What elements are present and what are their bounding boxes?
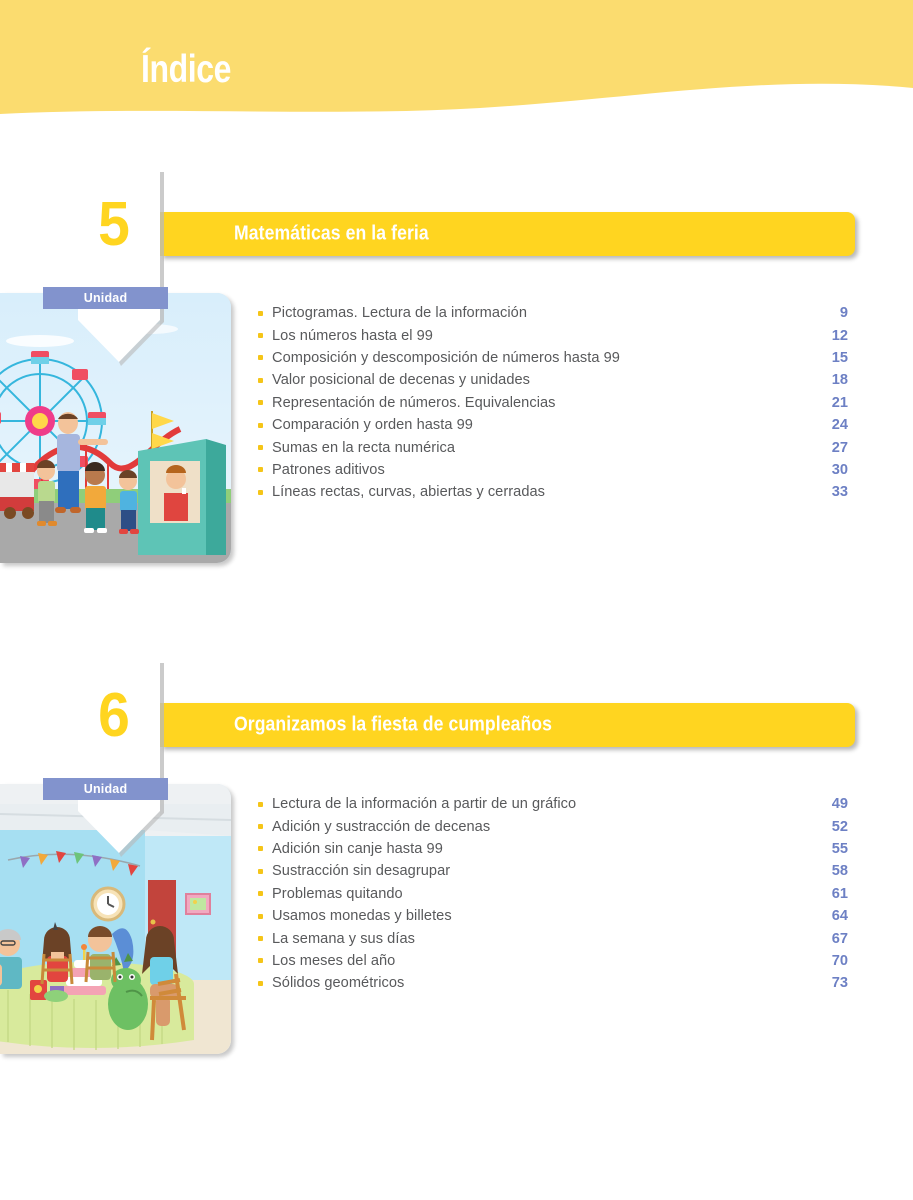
toc-item-label: Los números hasta el 99 [272,327,433,344]
toc-item-page: 24 [831,417,848,434]
toc-item-label: Composición y descomposición de números hasta 99 [272,349,620,366]
bullet-icon [258,824,263,829]
bullet-icon [258,311,263,316]
toc-item-page: 70 [831,952,848,969]
toc-item-page: 21 [831,394,848,411]
bullet-icon [258,981,263,986]
header-wave-shape [0,0,913,118]
unit-title-5: Matemáticas en la feria [234,222,429,245]
toc-item[interactable] [258,324,848,346]
toc-item[interactable] [258,481,848,503]
toc-item-label: Comparación y orden hasta 99 [272,417,473,434]
toc-item-page: 61 [831,885,848,902]
unit-pennant-5 [78,172,164,364]
toc-item-page: 33 [831,484,848,501]
toc-item-label: Pictogramas. Lectura de la información [272,305,527,322]
bullet-icon [258,333,263,338]
page-header [0,0,913,118]
bullet-icon [258,958,263,963]
bullet-icon [258,936,263,941]
unit-pennant-6 [78,663,164,855]
toc-item-page: 12 [831,327,848,344]
toc-item[interactable] [258,815,848,837]
bullet-icon [258,378,263,383]
toc-item-label: Lectura de la información a partir de un gráfico [272,796,577,813]
toc-item[interactable] [258,860,848,882]
toc-item[interactable] [258,905,848,927]
toc-item-page: 18 [831,372,848,389]
toc-item-page: 9 [839,305,848,322]
toc-item[interactable] [258,302,848,324]
toc-item[interactable] [258,950,848,972]
unit-title-6: Organizamos la fiesta de cumpleaños [234,713,553,736]
toc-item-label: Representación de números. Equivalencias [272,394,556,411]
toc-item-label: La semana y sus días [272,930,415,947]
unit-toc-6 [258,793,848,995]
toc-item-label: Líneas rectas, curvas, abiertas y cerradas [272,484,546,501]
toc-item-label: Sustracción sin desagrupar [272,863,451,880]
unidad-badge-5: Unidad [43,287,168,309]
toc-item[interactable] [258,369,848,391]
toc-item[interactable] [258,414,848,436]
toc-item-page: 27 [831,439,848,456]
bullet-icon [258,445,263,450]
bullet-icon [258,400,263,405]
toc-item-label: Usamos monedas y billetes [272,908,452,925]
toc-item[interactable] [258,972,848,994]
toc-item[interactable] [258,927,848,949]
toc-item-page: 55 [831,840,848,857]
bullet-icon [258,891,263,896]
toc-item[interactable] [258,392,848,414]
toc-item-page: 64 [831,908,848,925]
page-title: Índice [141,48,231,91]
toc-item-page: 67 [831,930,848,947]
unit-toc-5 [258,302,848,504]
unit-title-bar-5[interactable] [160,212,855,256]
bullet-icon [258,355,263,360]
toc-item[interactable] [258,347,848,369]
bullet-icon [258,914,263,919]
bullet-icon [258,423,263,428]
toc-item-label: Patrones aditivos [272,461,385,478]
toc-item[interactable] [258,883,848,905]
toc-item-page: 30 [831,461,848,478]
unit-title-bar-6[interactable] [160,703,855,747]
toc-item[interactable] [258,793,848,815]
toc-item-page: 49 [831,796,848,813]
toc-item-page: 15 [831,349,848,366]
toc-item-page: 73 [831,975,848,992]
toc-item[interactable] [258,436,848,458]
bullet-icon [258,490,263,495]
toc-item-label: Adición sin canje hasta 99 [272,840,443,857]
toc-item-page: 52 [831,818,848,835]
unit-number-5: 5 [98,190,130,259]
toc-item-label: Sumas en la recta numérica [272,439,455,456]
bullet-icon [258,802,263,807]
toc-item-label: Los meses del año [272,952,396,969]
bullet-icon [258,869,263,874]
unit-number-6: 6 [98,681,130,750]
toc-item-label: Sólidos geométricos [272,975,405,992]
bullet-icon [258,846,263,851]
toc-item-label: Problemas quitando [272,885,403,902]
bullet-icon [258,467,263,472]
toc-item[interactable] [258,459,848,481]
toc-item[interactable] [258,838,848,860]
toc-item-page: 58 [831,863,848,880]
toc-item-label: Valor posicional de decenas y unidades [272,372,531,389]
toc-item-label: Adición y sustracción de decenas [272,818,491,835]
unidad-badge-6: Unidad [43,778,168,800]
